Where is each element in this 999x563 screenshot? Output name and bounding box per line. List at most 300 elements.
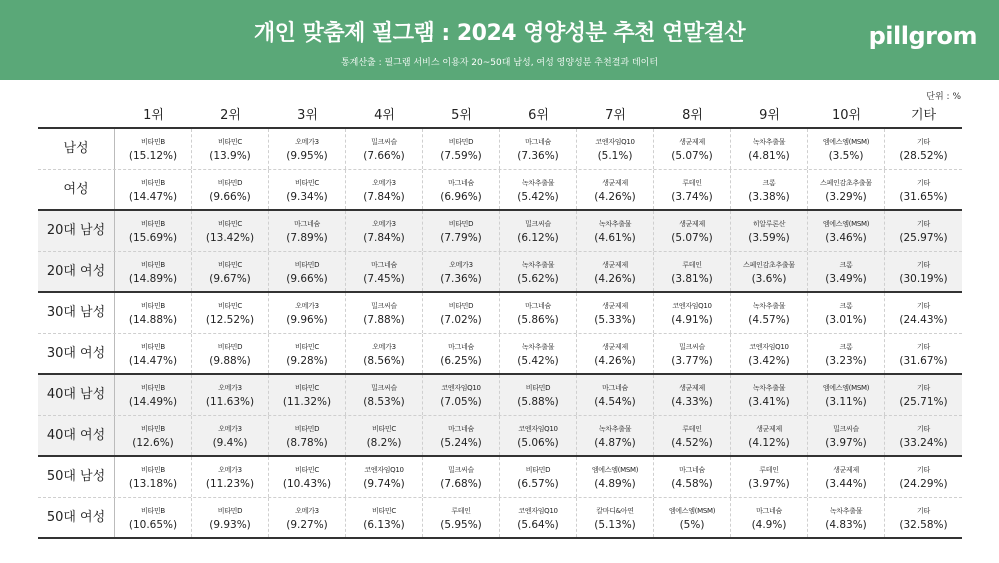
nutrient-percent: (4.89%)	[594, 478, 636, 490]
nutrient-percent: (6.12%)	[517, 232, 559, 244]
table-cell	[731, 457, 808, 497]
table-cell	[731, 334, 808, 373]
nutrient-name: 생균제제	[679, 138, 705, 146]
row-label: 남성	[38, 129, 115, 169]
table-cell	[192, 375, 269, 415]
nutrient-percent: (9.96%)	[286, 314, 328, 326]
table-cell	[192, 252, 269, 291]
nutrient-name: 녹차추출물	[598, 425, 632, 433]
nutrient-percent: (7.66%)	[363, 150, 405, 162]
nutrient-name: 비타민B	[141, 343, 165, 351]
table-cell	[577, 416, 654, 455]
nutrient-percent: (31.65%)	[899, 191, 948, 203]
nutrient-name: 오메가3	[295, 138, 319, 146]
nutrient-name: 비타민C	[295, 466, 319, 474]
nutrient-percent: (4.57%)	[748, 314, 790, 326]
row-group	[38, 211, 962, 293]
nutrient-percent: (10.65%)	[128, 519, 178, 531]
nutrient-percent: (32.58%)	[899, 519, 948, 531]
nutrient-percent: (14.47%)	[128, 355, 178, 367]
nutrient-name: 비타민B	[141, 138, 165, 146]
nutrient-name: 오메가3	[218, 384, 242, 392]
nutrient-name: 마그네슘	[371, 261, 397, 269]
nutrient-name: 루테인	[759, 466, 779, 474]
table-cell	[654, 416, 731, 455]
nutrient-percent: (3.29%)	[825, 191, 867, 203]
nutrient-percent: (3.46%)	[825, 232, 867, 244]
table-cell	[269, 211, 346, 251]
nutrient-name: 크롬	[762, 179, 776, 187]
nutrient-percent: (7.36%)	[517, 150, 559, 162]
column-header: 7위	[605, 108, 626, 123]
row-label: 40대 남성	[38, 375, 115, 415]
column-header: 3위	[297, 108, 318, 123]
table-row	[38, 375, 962, 415]
nutrient-name: 비타민D	[217, 507, 243, 515]
nutrient-percent: (14.89%)	[128, 273, 178, 285]
nutrient-name: 코엔자임Q10	[518, 425, 558, 433]
ranking-table	[38, 103, 962, 539]
table-cell	[115, 170, 192, 209]
table-cell	[500, 252, 577, 291]
nutrient-name: 밀크씨슬	[448, 466, 474, 474]
nutrient-name: 비타민D	[448, 302, 474, 310]
table-cell	[731, 252, 808, 291]
table-cell	[269, 293, 346, 333]
table-row	[38, 415, 962, 455]
nutrient-name: 비타민C	[218, 138, 242, 146]
nutrient-name: 기타	[917, 343, 930, 351]
table-cell	[423, 457, 500, 497]
nutrient-name: 비타민B	[141, 220, 165, 228]
nutrient-name: 엠에스엠(MSM)	[668, 507, 716, 515]
nutrient-percent: (8.2%)	[366, 437, 402, 449]
nutrient-percent: (9.93%)	[209, 519, 251, 531]
row-label: 20대 여성	[38, 252, 115, 291]
table-cell	[654, 498, 731, 537]
row-label: 30대 여성	[38, 334, 115, 373]
row-group	[38, 129, 962, 211]
table-cell	[269, 457, 346, 497]
nutrient-percent: (6.25%)	[440, 355, 482, 367]
nutrient-name: 비타민B	[141, 507, 165, 515]
nutrient-name: 생균제제	[602, 261, 628, 269]
table-row	[38, 251, 962, 291]
nutrient-percent: (13.42%)	[205, 232, 255, 244]
nutrient-percent: (14.47%)	[128, 191, 178, 203]
nutrient-percent: (7.84%)	[363, 232, 405, 244]
table-cell	[808, 293, 885, 333]
nutrient-name: 비타민B	[141, 179, 165, 187]
nutrient-percent: (15.69%)	[128, 232, 178, 244]
nutrient-percent: (24.43%)	[899, 314, 948, 326]
nutrient-name: 오메가3	[218, 425, 242, 433]
nutrient-name: 녹차추출물	[521, 343, 555, 351]
nutrient-name: 엠에스엠(MSM)	[822, 384, 870, 392]
nutrient-name: 마그네슘	[679, 466, 705, 474]
column-header: 기타	[910, 108, 937, 123]
nutrient-name: 코엔자임Q10	[441, 384, 481, 392]
table-cell	[269, 375, 346, 415]
table-cell	[654, 334, 731, 373]
table-cell	[115, 457, 192, 497]
nutrient-percent: (25.71%)	[899, 396, 948, 408]
nutrient-percent: (4.52%)	[671, 437, 713, 449]
column-header: 5위	[451, 108, 472, 123]
row-label: 20대 남성	[38, 211, 115, 251]
nutrient-percent: (5.33%)	[594, 314, 636, 326]
table-cell	[577, 498, 654, 537]
table-cell	[500, 457, 577, 497]
nutrient-name: 기타	[917, 466, 930, 474]
nutrient-percent: (25.97%)	[899, 232, 948, 244]
table-cell	[885, 293, 962, 333]
nutrient-name: 녹차추출물	[521, 261, 555, 269]
nutrient-percent: (3.6%)	[751, 273, 787, 285]
column-header: 8위	[682, 108, 703, 123]
table-cell	[192, 457, 269, 497]
nutrient-percent: (12.6%)	[132, 437, 174, 449]
table-cell	[577, 457, 654, 497]
nutrient-percent: (14.49%)	[128, 396, 178, 408]
nutrient-name: 비타민D	[448, 220, 474, 228]
nutrient-name: 오메가3	[449, 261, 473, 269]
nutrient-name: 코엔자임Q10	[672, 302, 712, 310]
nutrient-percent: (8.53%)	[363, 396, 405, 408]
nutrient-percent: (30.19%)	[899, 273, 948, 285]
table-cell	[423, 252, 500, 291]
nutrient-percent: (14.88%)	[128, 314, 178, 326]
table-cell	[885, 416, 962, 455]
nutrient-name: 녹차추출물	[598, 220, 632, 228]
nutrient-percent: (6.57%)	[517, 478, 559, 490]
table-cell	[500, 293, 577, 333]
table-cell	[654, 375, 731, 415]
nutrient-name: 오메가3	[218, 466, 242, 474]
nutrient-name: 엠에스엠(MSM)	[591, 466, 639, 474]
table-cell	[423, 375, 500, 415]
nutrient-name: 비타민B	[141, 425, 165, 433]
nutrient-name: 기타	[917, 302, 930, 310]
nutrient-percent: (11.63%)	[205, 396, 255, 408]
table-cell	[500, 498, 577, 537]
table-cell	[346, 498, 423, 537]
nutrient-percent: (9.4%)	[212, 437, 248, 449]
nutrient-name: 비타민C	[218, 302, 242, 310]
nutrient-percent: (6.13%)	[363, 519, 405, 531]
nutrient-name: 밀크씨슬	[371, 138, 397, 146]
nutrient-percent: (7.05%)	[440, 396, 482, 408]
table-cell	[885, 211, 962, 251]
row-label: 50대 여성	[38, 498, 115, 537]
nutrient-percent: (9.67%)	[209, 273, 251, 285]
table-cell	[423, 334, 500, 373]
nutrient-name: 비타민C	[295, 179, 319, 187]
page-subtitle: 통계산출 : 필그램 서비스 이용자 20~50대 남성, 여성 영양성분 추천결과 데이터	[340, 58, 659, 68]
nutrient-name: 비타민D	[525, 384, 551, 392]
nutrient-name: 마그네슘	[525, 138, 551, 146]
nutrient-percent: (3.59%)	[748, 232, 790, 244]
nutrient-name: 녹차추출물	[752, 302, 786, 310]
table-cell	[346, 252, 423, 291]
nutrient-name: 밀크씨슬	[525, 220, 551, 228]
nutrient-percent: (7.89%)	[286, 232, 328, 244]
table-cell	[346, 170, 423, 209]
nutrient-percent: (5.06%)	[517, 437, 559, 449]
table-cell	[115, 211, 192, 251]
table-cell	[577, 211, 654, 251]
table-cell	[654, 293, 731, 333]
table-cell	[500, 170, 577, 209]
nutrient-name: 마그네슘	[756, 507, 782, 515]
nutrient-percent: (9.74%)	[363, 478, 405, 490]
table-cell	[885, 375, 962, 415]
nutrient-percent: (5.13%)	[594, 519, 636, 531]
row-group	[38, 293, 962, 375]
nutrient-name: 비타민B	[141, 384, 165, 392]
table-cell	[269, 129, 346, 169]
nutrient-percent: (5.42%)	[517, 355, 559, 367]
table-cell	[192, 293, 269, 333]
table-cell	[577, 334, 654, 373]
table-cell	[808, 211, 885, 251]
table-cell	[885, 252, 962, 291]
nutrient-percent: (24.29%)	[899, 478, 948, 490]
table-cell	[115, 129, 192, 169]
nutrient-percent: (4.81%)	[748, 150, 790, 162]
nutrient-name: 엠에스엠(MSM)	[822, 138, 870, 146]
table-row	[38, 129, 962, 169]
column-header: 2위	[220, 108, 241, 123]
nutrient-name: 코엔자임Q10	[595, 138, 635, 146]
nutrient-percent: (9.66%)	[209, 191, 251, 203]
page-title: 개인 맞춤제 필그램 : 2024 영양성분 추천 연말결산	[253, 21, 746, 46]
row-group	[38, 457, 962, 539]
table-cell	[192, 211, 269, 251]
table-cell	[731, 293, 808, 333]
row-label: 40대 여성	[38, 416, 115, 455]
column-header: 10위	[831, 108, 862, 123]
unit-label: 단위 : %	[926, 92, 961, 102]
nutrient-percent: (5.88%)	[517, 396, 559, 408]
table-cell	[115, 334, 192, 373]
nutrient-percent: (5.95%)	[440, 519, 482, 531]
table-cell	[346, 129, 423, 169]
table-cell	[269, 334, 346, 373]
nutrient-percent: (3.42%)	[748, 355, 790, 367]
row-label: 30대 남성	[38, 293, 115, 333]
nutrient-percent: (9.34%)	[286, 191, 328, 203]
row-label: 50대 남성	[38, 457, 115, 497]
nutrient-name: 녹차추출물	[829, 507, 863, 515]
nutrient-name: 비타민D	[448, 138, 474, 146]
nutrient-name: 비타민D	[217, 343, 243, 351]
nutrient-percent: (3.38%)	[748, 191, 790, 203]
nutrient-name: 크롬	[839, 302, 853, 310]
nutrient-name: 마그네슘	[448, 425, 474, 433]
nutrient-percent: (3.44%)	[825, 478, 867, 490]
nutrient-name: 오메가3	[372, 179, 396, 187]
table-cell	[885, 129, 962, 169]
nutrient-name: 기타	[917, 261, 930, 269]
row-label: 여성	[38, 170, 115, 209]
table-cell	[808, 457, 885, 497]
nutrient-percent: (4.91%)	[671, 314, 713, 326]
table-cell	[885, 498, 962, 537]
table-cell	[500, 334, 577, 373]
nutrient-percent: (13.18%)	[128, 478, 178, 490]
nutrient-percent: (3.97%)	[748, 478, 790, 490]
table-cell	[423, 293, 500, 333]
nutrient-percent: (5.42%)	[517, 191, 559, 203]
nutrient-percent: (5.24%)	[440, 437, 482, 449]
nutrient-name: 비타민C	[372, 507, 396, 515]
nutrient-name: 밀크씨슬	[371, 384, 397, 392]
table-cell	[346, 334, 423, 373]
nutrient-percent: (7.79%)	[440, 232, 482, 244]
nutrient-name: 생균제제	[679, 384, 705, 392]
nutrient-percent: (7.59%)	[440, 150, 482, 162]
table-cell	[423, 498, 500, 537]
nutrient-percent: (5%)	[679, 519, 705, 531]
nutrient-name: 비타민B	[141, 302, 165, 310]
table-row	[38, 293, 962, 333]
table-cell	[423, 170, 500, 209]
nutrient-percent: (28.52%)	[899, 150, 948, 162]
nutrient-name: 비타민D	[294, 261, 320, 269]
nutrient-percent: (6.96%)	[440, 191, 482, 203]
nutrient-percent: (9.95%)	[286, 150, 328, 162]
nutrient-name: 코엔자임Q10	[749, 343, 789, 351]
nutrient-percent: (11.32%)	[282, 396, 332, 408]
table-cell	[731, 170, 808, 209]
table-cell	[577, 129, 654, 169]
table-row	[38, 497, 962, 537]
nutrient-percent: (4.83%)	[825, 519, 867, 531]
table-row	[38, 169, 962, 209]
nutrient-name: 녹차추출물	[752, 138, 786, 146]
table-cell	[808, 252, 885, 291]
nutrient-percent: (5.62%)	[517, 273, 559, 285]
nutrient-name: 코엔자임Q10	[364, 466, 404, 474]
nutrient-name: 루테인	[451, 507, 471, 515]
nutrient-name: 기타	[917, 425, 930, 433]
nutrient-name: 칼마디&아연	[596, 507, 634, 515]
nutrient-name: 크롬	[839, 343, 853, 351]
table-cell	[577, 252, 654, 291]
table-cell	[346, 211, 423, 251]
table-cell	[500, 211, 577, 251]
nutrient-percent: (10.43%)	[282, 478, 332, 490]
nutrient-percent: (33.24%)	[899, 437, 948, 449]
nutrient-name: 오메가3	[372, 220, 396, 228]
corner-cell	[38, 103, 115, 127]
table-cell	[192, 416, 269, 455]
nutrient-name: 스페인감초추출물	[743, 261, 795, 269]
nutrient-name: 비타민C	[218, 261, 242, 269]
brand-logo: pillgrom	[868, 22, 977, 50]
nutrient-percent: (3.97%)	[825, 437, 867, 449]
table-cell	[808, 170, 885, 209]
nutrient-name: 비타민D	[294, 425, 320, 433]
nutrient-percent: (4.87%)	[594, 437, 636, 449]
column-header: 1위	[143, 108, 164, 123]
table-cell	[731, 416, 808, 455]
table-cell	[192, 498, 269, 537]
nutrient-name: 생균제제	[833, 466, 859, 474]
table-row	[38, 211, 962, 251]
nutrient-percent: (7.02%)	[440, 314, 482, 326]
nutrient-name: 스페인감초추출물	[820, 179, 872, 187]
nutrient-name: 녹차추출물	[752, 384, 786, 392]
nutrient-name: 기타	[917, 220, 930, 228]
nutrient-percent: (3.74%)	[671, 191, 713, 203]
nutrient-percent: (4.26%)	[594, 355, 636, 367]
nutrient-percent: (7.45%)	[363, 273, 405, 285]
nutrient-name: 비타민B	[141, 261, 165, 269]
column-header: 9위	[759, 108, 780, 123]
nutrient-percent: (4.26%)	[594, 191, 636, 203]
nutrient-name: 루테인	[682, 179, 702, 187]
nutrient-percent: (7.68%)	[440, 478, 482, 490]
table-cell	[731, 375, 808, 415]
table-cell	[731, 211, 808, 251]
nutrient-percent: (11.23%)	[205, 478, 255, 490]
nutrient-name: 밀크씨슬	[679, 343, 705, 351]
nutrient-percent: (3.41%)	[748, 396, 790, 408]
table-cell	[885, 170, 962, 209]
table-cell	[423, 416, 500, 455]
nutrient-percent: (4.26%)	[594, 273, 636, 285]
nutrient-percent: (13.9%)	[209, 150, 251, 162]
table-row	[38, 333, 962, 373]
table-cell	[885, 457, 962, 497]
header-banner	[0, 0, 999, 80]
nutrient-name: 오메가3	[295, 507, 319, 515]
nutrient-name: 기타	[917, 179, 930, 187]
nutrient-name: 마그네슘	[448, 343, 474, 351]
nutrient-percent: (4.58%)	[671, 478, 713, 490]
nutrient-name: 기타	[917, 507, 930, 515]
nutrient-name: 생균제제	[602, 302, 628, 310]
nutrient-name: 오메가3	[372, 343, 396, 351]
table-cell	[192, 170, 269, 209]
nutrient-name: 크롬	[839, 261, 853, 269]
nutrient-name: 엠에스엠(MSM)	[822, 220, 870, 228]
table-cell	[423, 129, 500, 169]
nutrient-percent: (3.23%)	[825, 355, 867, 367]
table-cell	[423, 211, 500, 251]
table-cell	[269, 252, 346, 291]
nutrient-name: 히알루론산	[752, 220, 786, 228]
nutrient-name: 마그네슘	[448, 179, 474, 187]
nutrient-percent: (8.78%)	[286, 437, 328, 449]
table-cell	[654, 252, 731, 291]
row-group	[38, 375, 962, 457]
table-cell	[346, 457, 423, 497]
nutrient-percent: (3.49%)	[825, 273, 867, 285]
nutrient-percent: (3.77%)	[671, 355, 713, 367]
column-header: 6위	[528, 108, 549, 123]
nutrient-percent: (3.81%)	[671, 273, 713, 285]
table-cell	[577, 375, 654, 415]
nutrient-name: 비타민B	[141, 466, 165, 474]
nutrient-name: 밀크씨슬	[833, 425, 859, 433]
table-cell	[808, 416, 885, 455]
table-cell	[192, 334, 269, 373]
column-header-row	[38, 103, 962, 129]
nutrient-percent: (12.52%)	[205, 314, 255, 326]
